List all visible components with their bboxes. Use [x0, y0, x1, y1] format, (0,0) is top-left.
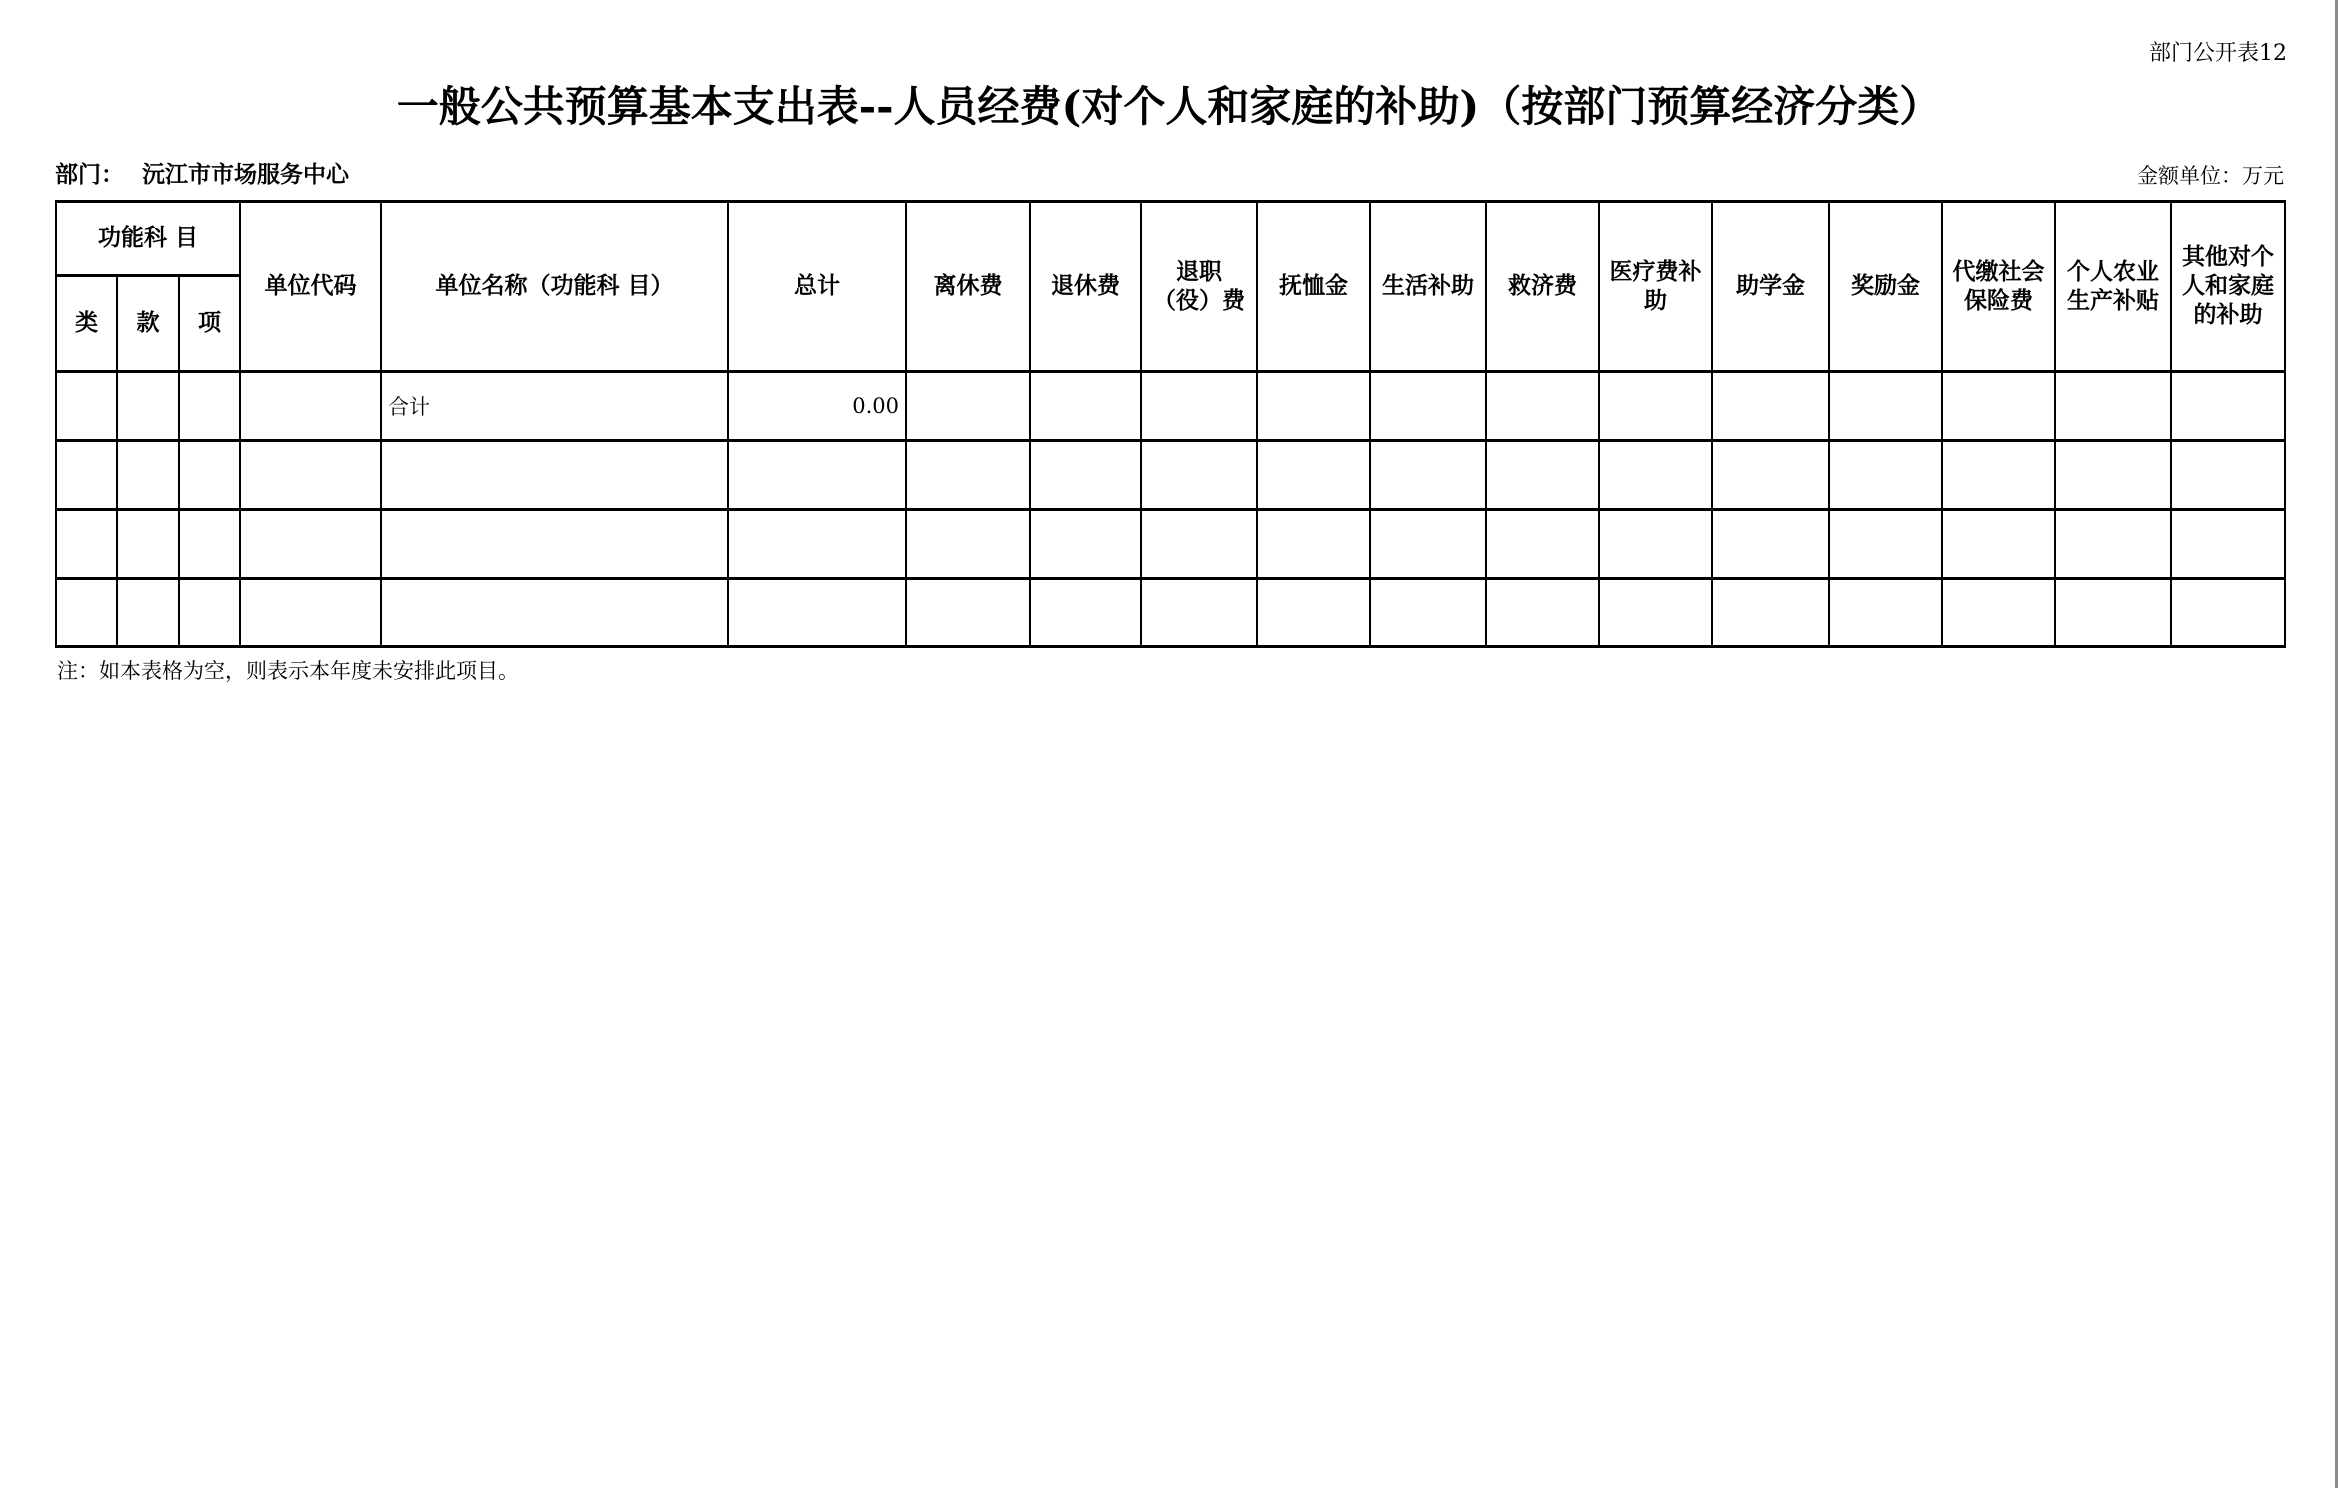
header-qita: 其他对个人和家庭的补助 [2171, 202, 2285, 372]
table-cell [1370, 579, 1486, 647]
table-cell [728, 579, 906, 647]
table-cell [1257, 579, 1370, 647]
table-cell [381, 441, 728, 510]
table-cell [1257, 510, 1370, 579]
table-cell [117, 579, 179, 647]
table-cell [1370, 510, 1486, 579]
table-cell [1712, 372, 1829, 441]
table-cell [1829, 579, 1942, 647]
table-cell [1370, 441, 1486, 510]
table-cell [240, 510, 381, 579]
table-cell [2055, 579, 2171, 647]
budget-table [55, 200, 2286, 648]
table-cell [1141, 579, 1257, 647]
table-cell [2055, 510, 2171, 579]
table-cell [906, 579, 1030, 647]
header-func-item: 项 [179, 276, 240, 372]
header-unit-code: 单位代码 [240, 202, 381, 372]
table-cell [1829, 441, 1942, 510]
table-cell [1030, 441, 1141, 510]
table-row [56, 579, 2285, 647]
page-title: 一般公共预算基本支出表--人员经费(对个人和家庭的补助)（按部门预算经济分类） [396, 82, 1942, 131]
table-cell [1599, 510, 1712, 579]
table-cell [1712, 510, 1829, 579]
header-nongyebutie: 个人农业生产补贴 [2055, 202, 2171, 372]
table-cell [179, 510, 240, 579]
table-cell [179, 372, 240, 441]
table-cell [1370, 372, 1486, 441]
table-cell [728, 441, 906, 510]
table-cell [381, 510, 728, 579]
table-cell [1712, 441, 1829, 510]
table-cell [1030, 510, 1141, 579]
table-cell [240, 441, 381, 510]
table-cell [2171, 372, 2285, 441]
header-fuxujin: 抚恤金 [1257, 202, 1370, 372]
table-cell [728, 510, 906, 579]
table-row [56, 510, 2285, 579]
table-cell [117, 372, 179, 441]
header-functional-subject: 功能科 目 [56, 202, 240, 276]
header-lixiufei: 离休费 [906, 202, 1030, 372]
header-row-top [56, 202, 2285, 276]
table-cell [2171, 441, 2285, 510]
table-body [56, 372, 2285, 647]
table-cell [906, 441, 1030, 510]
table-cell [2171, 579, 2285, 647]
table-cell [1141, 372, 1257, 441]
footnote: 注：如本表格为空，则表示本年度未安排此项目。 [57, 659, 519, 683]
department-label: 部门： [55, 161, 124, 188]
table-cell [1829, 510, 1942, 579]
header-yiliaofeibuzhu: 医疗费补助 [1599, 202, 1712, 372]
table-cell [2171, 510, 2285, 579]
header-func-class: 类 [56, 276, 117, 372]
table-cell [240, 579, 381, 647]
table-cell [1486, 372, 1599, 441]
table-cell [2055, 441, 2171, 510]
department-value: 沅江市市场服务中心 [142, 161, 349, 188]
department-line [55, 156, 349, 189]
table-cell [381, 579, 728, 647]
table-cell [179, 441, 240, 510]
header-zhuxuejin: 助学金 [1712, 202, 1829, 372]
table-cell [1942, 510, 2055, 579]
header-jianglijin: 奖励金 [1829, 202, 1942, 372]
header-shenghuobuzhu: 生活补助 [1370, 202, 1486, 372]
header-func-section: 款 [117, 276, 179, 372]
table-cell [2055, 372, 2171, 441]
table-cell [1599, 579, 1712, 647]
table-cell [117, 510, 179, 579]
header-unit-name: 单位名称（功能科 目） [381, 202, 728, 372]
table-cell [1486, 441, 1599, 510]
table-cell [179, 579, 240, 647]
header-tuizhifei: 退职（役）费 [1141, 202, 1257, 372]
table-cell: 合计 [381, 372, 728, 441]
table-cell [1486, 579, 1599, 647]
table-cell [906, 510, 1030, 579]
table-cell [1599, 441, 1712, 510]
table-header [56, 202, 2285, 372]
header-total: 总计 [728, 202, 906, 372]
table-row [56, 441, 2285, 510]
header-tuixiufei: 退休费 [1030, 202, 1141, 372]
table-cell [1829, 372, 1942, 441]
table-cell [1942, 372, 2055, 441]
table-cell [1599, 372, 1712, 441]
table-cell [1257, 441, 1370, 510]
table-cell [1942, 579, 2055, 647]
table-cell: 0.00 [728, 372, 906, 441]
table-cell [1942, 441, 2055, 510]
table-cell [56, 579, 117, 647]
table-cell [56, 372, 117, 441]
table-cell [1141, 510, 1257, 579]
table-row [56, 372, 2285, 441]
table-cell [56, 441, 117, 510]
table-cell [1486, 510, 1599, 579]
amount-unit-label: 金额单位：万元 [2137, 164, 2284, 188]
header-daijiaoshebao: 代缴社会保险费 [1942, 202, 2055, 372]
sheet-number: 部门公开表12 [2149, 41, 2287, 66]
header-jiujifei: 救济费 [1486, 202, 1599, 372]
table-cell [1712, 579, 1829, 647]
table-cell [1141, 441, 1257, 510]
table-cell [1257, 372, 1370, 441]
table-cell [117, 441, 179, 510]
table-cell [240, 372, 381, 441]
table-cell [1030, 372, 1141, 441]
table-cell [906, 372, 1030, 441]
table-cell [1030, 579, 1141, 647]
table-cell [56, 510, 117, 579]
